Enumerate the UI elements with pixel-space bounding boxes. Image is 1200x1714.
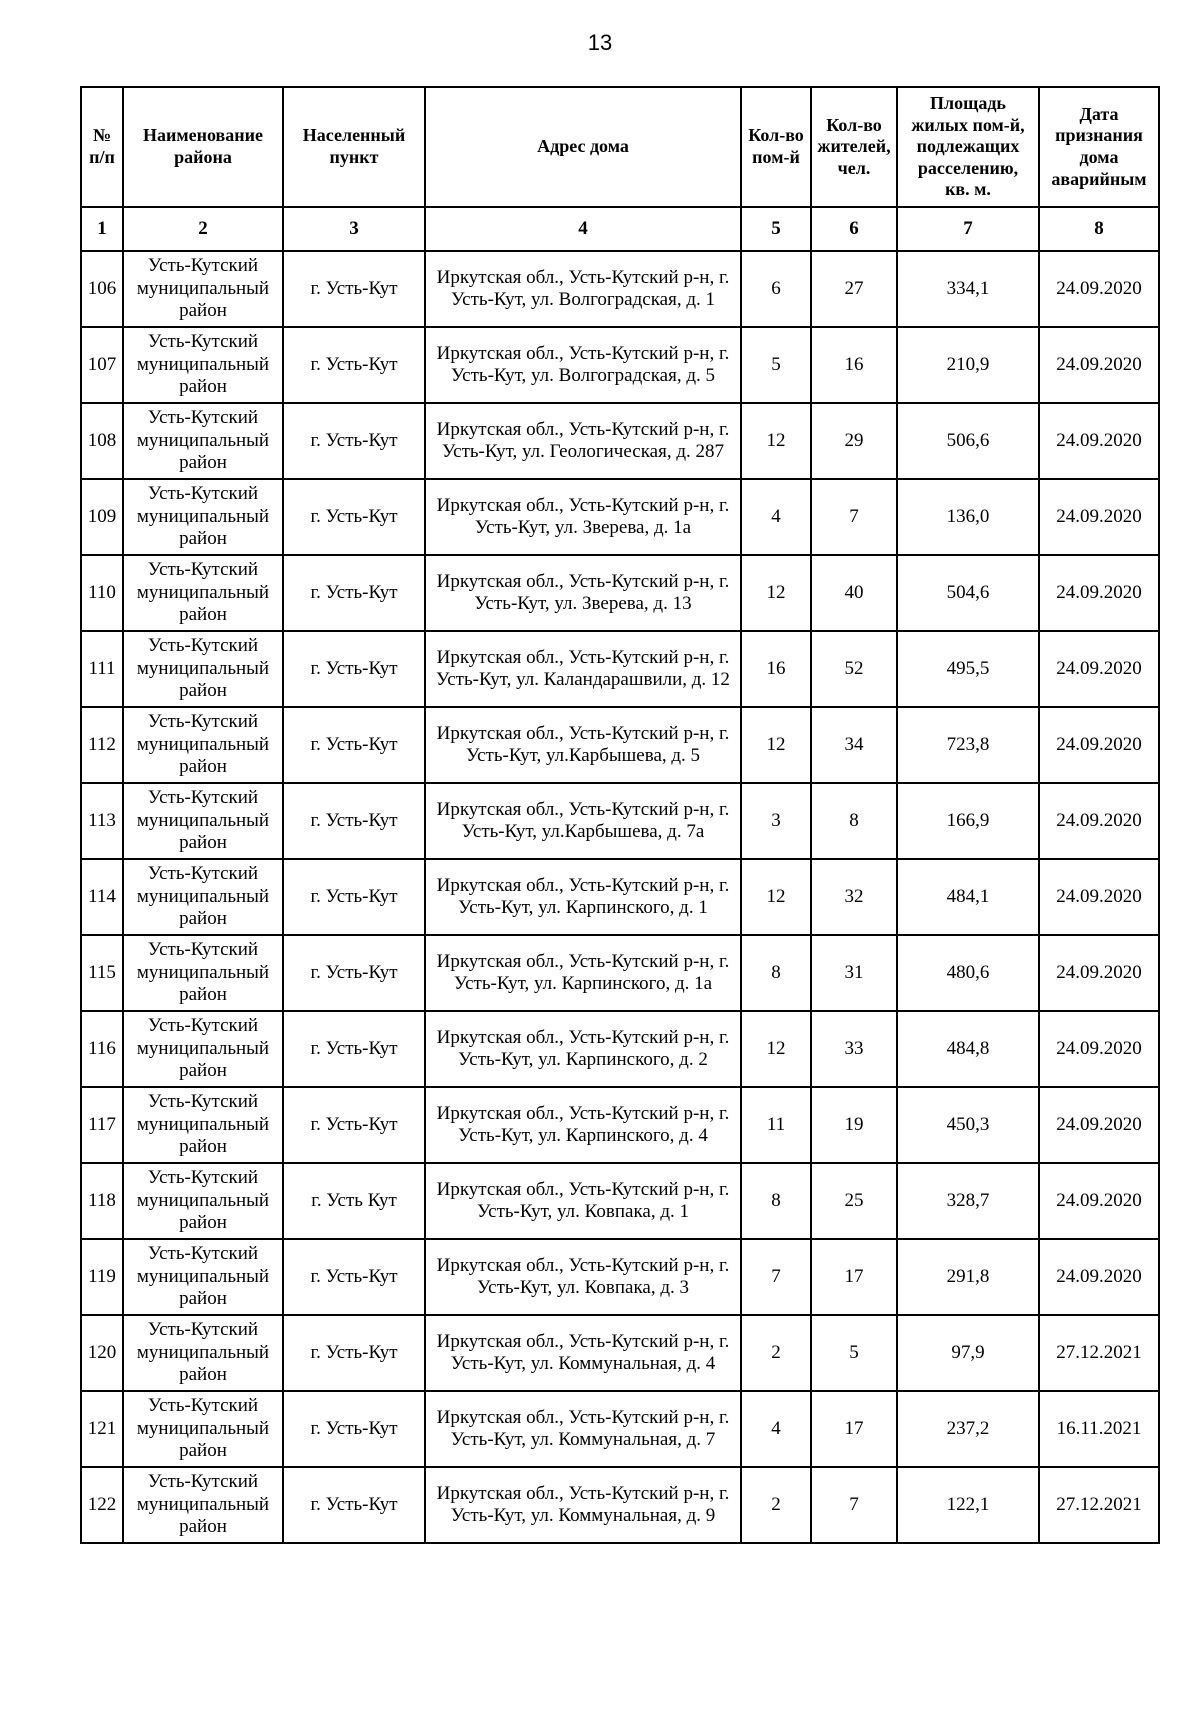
cell-area: 504,6 [897,555,1039,631]
cell-area: 450,3 [897,1087,1039,1163]
cell-residents: 7 [811,479,897,555]
header-area: Площадь жилых пом-й, подлежащих расселению, кв. м. [897,87,1039,207]
table-row [81,783,1159,859]
cell-district: Усть-Кутский муниципальный район [123,1239,283,1315]
cell-number: 116 [81,1011,123,1087]
cell-residents: 19 [811,1087,897,1163]
cell-address: Иркутская обл., Усть-Кутский р-н, г. Усть-Кут, ул. Карпинского, д. 1 [425,859,741,935]
cell-address: Иркутская обл., Усть-Кутский р-н, г. Усть-Кут, ул.Карбышева, д. 7а [425,783,741,859]
cell-number: 109 [81,479,123,555]
cell-premises: 12 [741,555,811,631]
cell-locality: г. Усть-Кут [283,935,425,1011]
cell-district: Усть-Кутский муниципальный район [123,251,283,327]
cell-locality: г. Усть-Кут [283,555,425,631]
cell-date: 27.12.2021 [1039,1315,1159,1391]
cell-district: Усть-Кутский муниципальный район [123,1163,283,1239]
cell-date: 24.09.2020 [1039,1011,1159,1087]
table-row [81,1239,1159,1315]
cell-number: 114 [81,859,123,935]
cell-area: 334,1 [897,251,1039,327]
cell-district: Усть-Кутский муниципальный район [123,631,283,707]
cell-locality: г. Усть Кут [283,1163,425,1239]
emergency-housing-table [80,86,1160,1544]
cell-area: 328,7 [897,1163,1039,1239]
table-row [81,403,1159,479]
header-number: № п/п [81,87,123,207]
table-body [81,251,1159,1543]
cell-number: 117 [81,1087,123,1163]
cell-district: Усть-Кутский муниципальный район [123,1467,283,1543]
cell-area: 237,2 [897,1391,1039,1467]
cell-locality: г. Усть-Кут [283,1011,425,1087]
header-address: Адрес дома [425,87,741,207]
cell-residents: 25 [811,1163,897,1239]
cell-address: Иркутская обл., Усть-Кутский р-н, г. Усть-Кут, ул. Карпинского, д. 1а [425,935,741,1011]
cell-address: Иркутская обл., Усть-Кутский р-н, г. Усть-Кут, ул. Карпинского, д. 4 [425,1087,741,1163]
header-row [81,87,1159,207]
table-row [81,251,1159,327]
cell-number: 118 [81,1163,123,1239]
cell-premises: 11 [741,1087,811,1163]
cell-premises: 5 [741,327,811,403]
column-index: 2 [123,207,283,251]
header-district: Наименование района [123,87,283,207]
cell-district: Усть-Кутский муниципальный район [123,555,283,631]
cell-date: 24.09.2020 [1039,859,1159,935]
column-index: 5 [741,207,811,251]
cell-area: 723,8 [897,707,1039,783]
cell-date: 24.09.2020 [1039,631,1159,707]
cell-district: Усть-Кутский муниципальный район [123,327,283,403]
cell-date: 24.09.2020 [1039,783,1159,859]
cell-date: 16.11.2021 [1039,1391,1159,1467]
cell-date: 24.09.2020 [1039,479,1159,555]
cell-number: 120 [81,1315,123,1391]
cell-premises: 16 [741,631,811,707]
cell-area: 291,8 [897,1239,1039,1315]
cell-date: 27.12.2021 [1039,1467,1159,1543]
cell-district: Усть-Кутский муниципальный район [123,1315,283,1391]
cell-locality: г. Усть-Кут [283,631,425,707]
table-row [81,859,1159,935]
cell-number: 111 [81,631,123,707]
cell-residents: 16 [811,327,897,403]
cell-premises: 8 [741,1163,811,1239]
table-row [81,327,1159,403]
cell-address: Иркутская обл., Усть-Кутский р-н, г. Усть-Кут, ул. Ковпака, д. 3 [425,1239,741,1315]
cell-number: 108 [81,403,123,479]
cell-locality: г. Усть-Кут [283,1467,425,1543]
table-row [81,1163,1159,1239]
cell-number: 121 [81,1391,123,1467]
cell-address: Иркутская обл., Усть-Кутский р-н, г. Усть-Кут, ул. Зверева, д. 1а [425,479,741,555]
cell-district: Усть-Кутский муниципальный район [123,1087,283,1163]
cell-residents: 33 [811,1011,897,1087]
cell-premises: 12 [741,1011,811,1087]
cell-number: 122 [81,1467,123,1543]
cell-premises: 3 [741,783,811,859]
cell-premises: 12 [741,403,811,479]
cell-locality: г. Усть-Кут [283,251,425,327]
column-index: 1 [81,207,123,251]
cell-address: Иркутская обл., Усть-Кутский р-н, г. Усть-Кут, ул. Каландарашвили, д. 12 [425,631,741,707]
cell-date: 24.09.2020 [1039,555,1159,631]
cell-district: Усть-Кутский муниципальный район [123,707,283,783]
cell-premises: 8 [741,935,811,1011]
cell-area: 495,5 [897,631,1039,707]
cell-locality: г. Усть-Кут [283,859,425,935]
cell-premises: 12 [741,859,811,935]
table-row [81,1087,1159,1163]
table-row [81,479,1159,555]
cell-area: 480,6 [897,935,1039,1011]
cell-premises: 4 [741,479,811,555]
cell-address: Иркутская обл., Усть-Кутский р-н, г. Усть-Кут, ул.Карбышева, д. 5 [425,707,741,783]
cell-premises: 12 [741,707,811,783]
cell-number: 110 [81,555,123,631]
cell-address: Иркутская обл., Усть-Кутский р-н, г. Усть-Кут, ул. Волгоградская, д. 5 [425,327,741,403]
header-date: Дата признания дома аварийным [1039,87,1159,207]
column-index: 6 [811,207,897,251]
cell-number: 119 [81,1239,123,1315]
column-index: 4 [425,207,741,251]
cell-address: Иркутская обл., Усть-Кутский р-н, г. Усть-Кут, ул. Коммунальная, д. 4 [425,1315,741,1391]
cell-residents: 17 [811,1239,897,1315]
cell-premises: 4 [741,1391,811,1467]
cell-locality: г. Усть-Кут [283,1239,425,1315]
column-index: 8 [1039,207,1159,251]
cell-date: 24.09.2020 [1039,707,1159,783]
cell-district: Усть-Кутский муниципальный район [123,1391,283,1467]
table-row [81,1391,1159,1467]
column-index-row [81,207,1159,251]
cell-district: Усть-Кутский муниципальный район [123,935,283,1011]
cell-residents: 7 [811,1467,897,1543]
table-row [81,1315,1159,1391]
cell-residents: 40 [811,555,897,631]
cell-number: 112 [81,707,123,783]
cell-address: Иркутская обл., Усть-Кутский р-н, г. Усть-Кут, ул. Карпинского, д. 2 [425,1011,741,1087]
cell-date: 24.09.2020 [1039,403,1159,479]
cell-area: 210,9 [897,327,1039,403]
header-premises-count: Кол-во пом-й [741,87,811,207]
cell-area: 166,9 [897,783,1039,859]
column-index: 3 [283,207,425,251]
cell-date: 24.09.2020 [1039,327,1159,403]
cell-premises: 2 [741,1467,811,1543]
table-row [81,555,1159,631]
table-row [81,631,1159,707]
cell-address: Иркутская обл., Усть-Кутский р-н, г. Усть-Кут, ул. Зверева, д. 13 [425,555,741,631]
table-row [81,1011,1159,1087]
cell-district: Усть-Кутский муниципальный район [123,1011,283,1087]
cell-date: 24.09.2020 [1039,1163,1159,1239]
header-residents-count: Кол-во жителей, чел. [811,87,897,207]
cell-address: Иркутская обл., Усть-Кутский р-н, г. Усть-Кут, ул. Геологическая, д. 287 [425,403,741,479]
cell-area: 506,6 [897,403,1039,479]
table-row [81,1467,1159,1543]
cell-residents: 5 [811,1315,897,1391]
cell-residents: 52 [811,631,897,707]
column-index: 7 [897,207,1039,251]
cell-residents: 34 [811,707,897,783]
cell-locality: г. Усть-Кут [283,1315,425,1391]
cell-address: Иркутская обл., Усть-Кутский р-н, г. Усть-Кут, ул. Коммунальная, д. 7 [425,1391,741,1467]
cell-premises: 6 [741,251,811,327]
cell-date: 24.09.2020 [1039,251,1159,327]
cell-date: 24.09.2020 [1039,1239,1159,1315]
cell-address: Иркутская обл., Усть-Кутский р-н, г. Усть-Кут, ул. Коммунальная, д. 9 [425,1467,741,1543]
cell-number: 115 [81,935,123,1011]
cell-locality: г. Усть-Кут [283,327,425,403]
cell-locality: г. Усть-Кут [283,1087,425,1163]
cell-district: Усть-Кутский муниципальный район [123,783,283,859]
cell-district: Усть-Кутский муниципальный район [123,859,283,935]
cell-area: 122,1 [897,1467,1039,1543]
cell-locality: г. Усть-Кут [283,1391,425,1467]
header-locality: Населенный пункт [283,87,425,207]
cell-number: 107 [81,327,123,403]
cell-number: 113 [81,783,123,859]
cell-residents: 27 [811,251,897,327]
table-row [81,935,1159,1011]
cell-residents: 29 [811,403,897,479]
cell-locality: г. Усть-Кут [283,479,425,555]
cell-address: Иркутская обл., Усть-Кутский р-н, г. Усть-Кут, ул. Волгоградская, д. 1 [425,251,741,327]
page-number: 13 [587,30,613,55]
cell-premises: 7 [741,1239,811,1315]
cell-area: 484,1 [897,859,1039,935]
cell-locality: г. Усть-Кут [283,783,425,859]
cell-number: 106 [81,251,123,327]
table-row [81,707,1159,783]
cell-locality: г. Усть-Кут [283,707,425,783]
cell-date: 24.09.2020 [1039,935,1159,1011]
cell-address: Иркутская обл., Усть-Кутский р-н, г. Усть-Кут, ул. Ковпака, д. 1 [425,1163,741,1239]
cell-locality: г. Усть-Кут [283,403,425,479]
cell-premises: 2 [741,1315,811,1391]
cell-residents: 31 [811,935,897,1011]
cell-residents: 8 [811,783,897,859]
cell-date: 24.09.2020 [1039,1087,1159,1163]
cell-residents: 32 [811,859,897,935]
cell-area: 97,9 [897,1315,1039,1391]
cell-district: Усть-Кутский муниципальный район [123,479,283,555]
cell-area: 136,0 [897,479,1039,555]
cell-district: Усть-Кутский муниципальный район [123,403,283,479]
cell-residents: 17 [811,1391,897,1467]
cell-area: 484,8 [897,1011,1039,1087]
